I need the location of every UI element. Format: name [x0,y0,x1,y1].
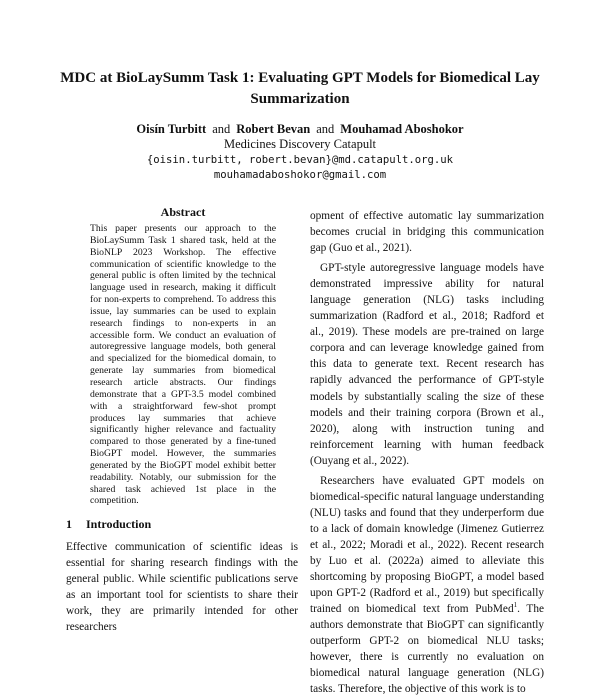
paragraph-text: Researchers have evaluated GPT models on biomedical-specific natural language understanding (NLU) tasks and found that they underperform due to a lack of domain knowledge (Jimenez Gutierrez et al., 2022; Moradi et al., 2022). Recent research by Luo et al. (2022a) aimed to alleviate this shortcoming by proposing BioGPT, a model based upon GPT-2 (Radford et al., 2019) but specifically trained on biomedical text from PubMed [310,474,544,616]
footnote-marker[interactable]: 1 [513,601,518,610]
abstract-heading: Abstract [160,205,206,219]
paper-title: MDC at BioLaySumm Task 1: Evaluating GPT Models for Biomedical Lay Summarization [60,70,540,107]
paragraph: opment of effective automatic lay summarization becomes crucial in bridging this communication gap (Guo et al., 2021). [310,210,544,255]
author-2: Robert Bevan [236,122,311,136]
author-list [40,121,560,137]
email-2: mouhamadaboshokor@gmail.com [213,169,387,181]
paragraph: GPT-style autoregressive language models have demonstrated impressive ability for natural language generation (NLG) tasks including summarization (Radford et al., 2018; Radford et al., 2019). These models are pre-trained on large corpora and can leverage knowledge gained from this data to generate text. Recent research has rapidly advanced the performance of GPT-style models by substantially scaling the size of these models and their training corpora (Brown et al., 2020), along with instruction tuning and reinforcement learning with human feedback (Ouyang et al., 2022). [310,262,544,467]
right-column-text [310,208,544,697]
introduction-text: Effective communication of scientific ideas is essential for sharing research findings with the general public. While scientific publications serve as an important tool for scientists to share their work, they are primarily intended for other researchers [66,541,298,634]
email-1: {oisin.turbitt, robert.bevan}@md.catapult.org.uk [146,154,454,166]
section-title: Introduction [86,517,152,531]
affiliation: Medicines Discovery Catapult [223,137,377,151]
author-3: Mouhamad Aboshokor [340,122,464,136]
abstract-text: This paper presents our approach to the BioLaySumm Task 1 shared task, held at the BioNLP 2023 Workshop. The effective communication of scientific knowledge to the general public is often limited by the technical language used in research, making it difficult for non-experts to comprehend. To address this issue, lay summaries can be used to explain research findings to non-experts in an accessible form. We conduct an evaluation of autoregressive language models, both general and specialized for the biomedical domain, to generate lay summaries from biomedical research article abstracts. Our findings demonstrate that a GPT-3.5 model combined with a straightforward few-shot prompt produces lay summaries that achieve significantly higher relevance and factuality compared to those generated by a fine-tuned BioGPT model. However, the summaries generated by the BioGPT model exhibit better readability. Notably, our submission for the shared task achieved 1st place in the competition. [90,223,276,507]
section-number: 1 [66,517,72,531]
paragraph [310,473,544,697]
paragraph-text: . The authors demonstrate that BioGPT can significantly outperform GPT-2 on biomedical NLU tasks; however, there is currently no evaluation on biomedical natural language generation (NLG) tasks. Therefore, the objective of this work is to [310,603,544,696]
section-heading-introduction [66,517,151,531]
author-separator: and [316,122,335,136]
author-separator: and [212,122,231,136]
author-1: Oisín Turbitt [136,122,207,136]
